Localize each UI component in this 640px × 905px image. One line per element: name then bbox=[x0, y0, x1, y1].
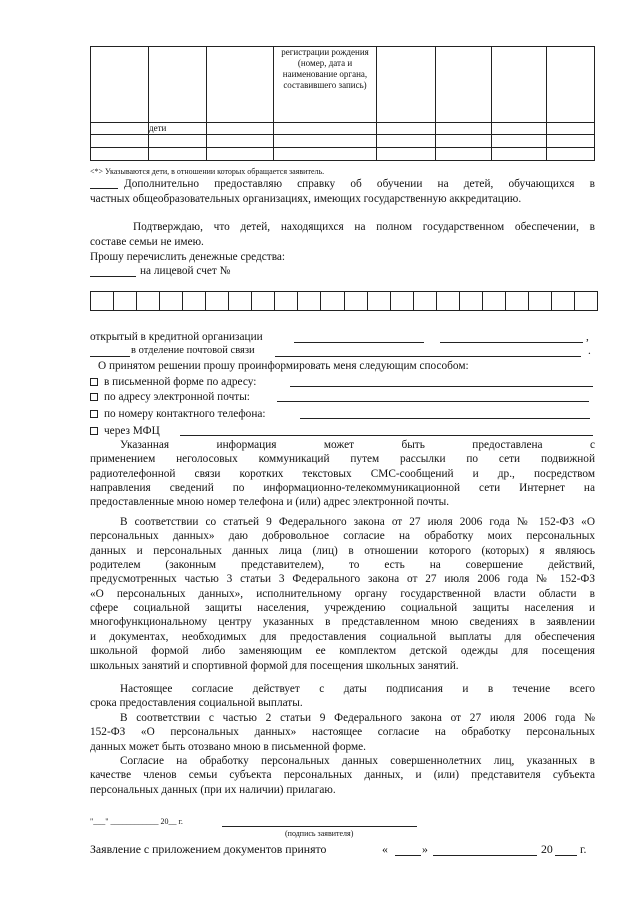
consent-line: персональных данных (при их наличии) прилагаю. bbox=[90, 783, 336, 796]
consent-line: В соответствии со статьей 9 Федерального закона от 27 июля 2006 года № 152-ФЗ «О bbox=[120, 516, 595, 528]
consent-line: Указанная информация может быть предоставлена с bbox=[120, 439, 595, 451]
consent-line: предусмотренных частью 3 статьи 3 Федерального закона от 27 июля 2006 года № 152-ФЗ bbox=[90, 573, 595, 586]
consent-line: предоставленные мною номер телефона и (или) адрес электронной почты. bbox=[90, 496, 450, 509]
footnote: <*> Указываются дети, в отношении которых обращается заявитель. bbox=[90, 167, 325, 176]
consent-line: родителем (законным представителем), то есть на совершение действий, bbox=[90, 559, 595, 572]
consent-line: сфере социальной защиты населения, учреждению социальной защиты населения и bbox=[90, 602, 595, 615]
signature-field[interactable] bbox=[222, 826, 417, 827]
consent-line: 152-ФЗ «О персональных данных» настоящее согласие на обработку персональных bbox=[90, 726, 595, 739]
consent-line: радиотелефонной связи коротких текстовых СМС-сообщений и др., посредством bbox=[90, 467, 595, 480]
consent-line: «О персональных данных», исполнительному органу государственной власти области в bbox=[90, 587, 595, 600]
table-cell bbox=[547, 47, 595, 123]
phone-field[interactable] bbox=[300, 418, 590, 419]
account-number-boxes[interactable] bbox=[90, 291, 598, 311]
school-cert-line2: частных общеобразовательных организациях, имеющих государственную аккредитацию. bbox=[90, 193, 522, 205]
account-label: на лицевой счет № bbox=[140, 265, 231, 277]
consent-line: направления сведений по информационно-телекоммуникационной сети Интернет на bbox=[90, 482, 595, 495]
consent-line: и документах, необходимых для предоставления социальной выплаты для обеспечения bbox=[90, 630, 595, 643]
consent-line: Настоящее согласие действует с даты подписания и в течение всего bbox=[120, 683, 595, 695]
notify-option-mfc[interactable]: через МФЦ bbox=[90, 424, 160, 438]
email-field[interactable] bbox=[277, 401, 589, 402]
notify-option-phone[interactable]: по номеру контактного телефона: bbox=[90, 407, 266, 421]
checkbox-icon[interactable] bbox=[90, 378, 98, 386]
confirm-line2: составе семьи не имею. bbox=[90, 236, 204, 248]
post-field[interactable] bbox=[275, 356, 581, 357]
signature-date: "___" ____________ 20__ г. bbox=[90, 817, 183, 826]
consent-line: В соответствии с частью 2 статьи 9 Федерального закона от 27 июля 2006 года № bbox=[120, 712, 595, 724]
mfc-field[interactable] bbox=[180, 435, 593, 436]
accepted-month-field[interactable] bbox=[433, 855, 537, 856]
payment-request: Прошу перечислить денежные средства: bbox=[90, 251, 286, 263]
children-table bbox=[90, 46, 595, 161]
confirm-line1: Подтверждаю, что детей, находящихся на полном государственном обеспечении, в bbox=[133, 221, 595, 233]
consent-line: многофункциональному центру указанных в представленном мною сведениях в заявлении bbox=[90, 616, 595, 629]
reg-header-cell: регистрации рождения (номер, дата и наименование органа, составившего запись) bbox=[274, 47, 377, 123]
signature-caption: (подпись заявителя) bbox=[285, 829, 354, 838]
consent-line: школьных занятий и спортивной формой для посещения школьных занятий. bbox=[90, 659, 459, 672]
checkbox-icon[interactable] bbox=[90, 393, 98, 401]
consent-line: данных и персональных данных лица (лиц) в отношении которого (которых) я являюсь bbox=[90, 544, 595, 557]
table-cell bbox=[91, 47, 149, 123]
mail-address-field[interactable] bbox=[290, 386, 593, 387]
table-cell bbox=[436, 47, 492, 123]
consent-line: данных может быть отозвано мною в письменной форме. bbox=[90, 740, 366, 753]
children-label: дети bbox=[149, 123, 207, 135]
table-cell bbox=[149, 47, 207, 123]
payment-check-line[interactable] bbox=[90, 276, 136, 277]
table-cell bbox=[492, 47, 547, 123]
accepted-day-field[interactable] bbox=[395, 855, 421, 856]
table-cell bbox=[91, 123, 149, 135]
consent-line: персональных данных» даю добровольное согласие на обработку моих персональных bbox=[90, 530, 595, 543]
consent-line: применением неголосовых коммуникаций путем рассылки по сети подвижной bbox=[90, 453, 595, 466]
notify-heading: О принятом решении прошу проинформировать меня следующим способом: bbox=[98, 360, 469, 372]
consent-line: Согласие на обработку персональных данных совершеннолетних лиц, указанных в bbox=[120, 755, 595, 767]
bank-field[interactable] bbox=[294, 342, 424, 343]
consent-line: срока предоставления социальной выплаты. bbox=[90, 697, 303, 710]
checkbox-icon[interactable] bbox=[90, 410, 98, 418]
table-cell bbox=[377, 47, 436, 123]
bank-label: открытый в кредитной организации bbox=[90, 331, 263, 343]
checkbox-line[interactable] bbox=[90, 188, 118, 189]
checkbox-icon[interactable] bbox=[90, 427, 98, 435]
consent-line: школьной формой либо заменяющим ее комплектом детской одежды для посещения bbox=[90, 645, 595, 658]
post-check-line[interactable] bbox=[90, 356, 130, 357]
bank-field-2[interactable] bbox=[440, 342, 583, 343]
table-cell bbox=[207, 47, 274, 123]
notify-option-email[interactable]: по адресу электронной почты: bbox=[90, 390, 250, 404]
school-cert-line1: Дополнительно предоставляю справку об обучении на детей, обучающихся в bbox=[124, 178, 595, 190]
accepted-year-field[interactable] bbox=[555, 855, 577, 856]
notify-option-mail[interactable]: в письменной форме по адресу: bbox=[90, 375, 256, 389]
post-label: в отделение почтовой связи bbox=[131, 345, 255, 356]
accepted-label: Заявление с приложением документов принято bbox=[90, 842, 327, 856]
consent-line: качестве членов семьи субъекта персональных данных, и (или) представителя субъекта bbox=[90, 769, 595, 782]
